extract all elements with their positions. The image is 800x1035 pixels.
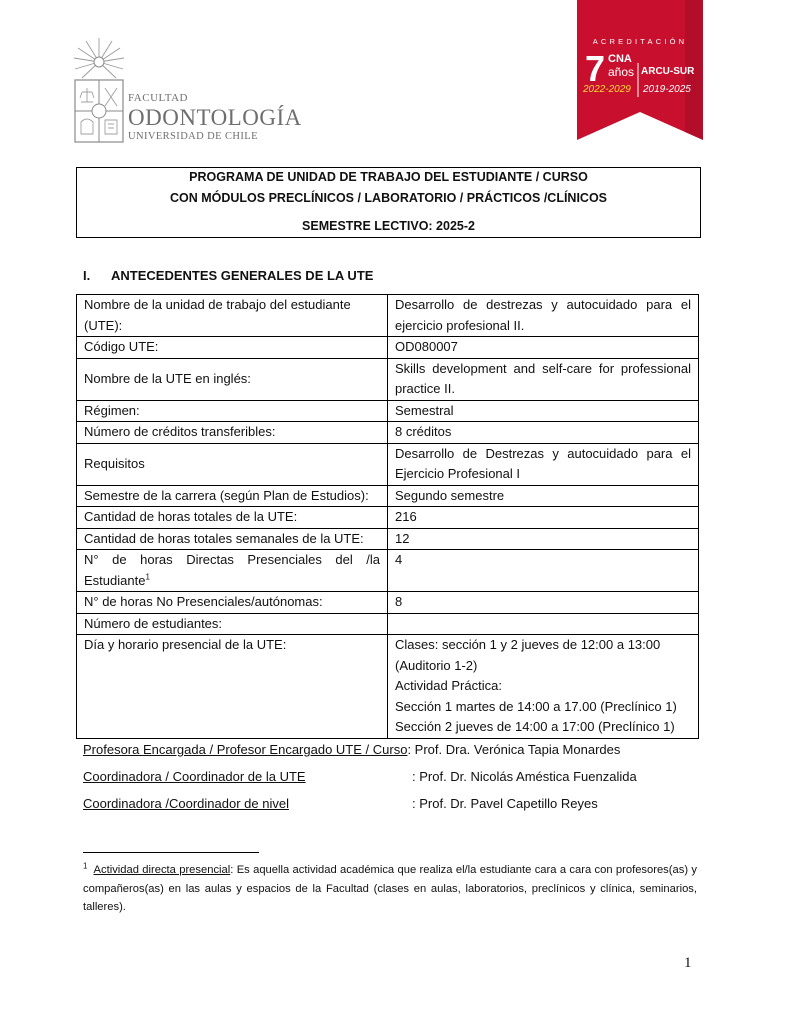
program-title-box <box>76 167 701 238</box>
badge-years-word: años <box>608 65 635 79</box>
staff-name: : Prof. Dr. Pavel Capetillo Reyes <box>412 796 598 811</box>
semester-title: SEMESTRE LECTIVO: 2025-2 <box>302 219 475 233</box>
staff-row-coordinator <box>83 769 637 784</box>
university-crest-icon <box>72 36 126 144</box>
table-row <box>77 592 699 614</box>
logo-faculty-name: ODONTOLOGÍA <box>128 105 302 130</box>
schedule-line: Actividad Práctica: <box>395 678 502 693</box>
faculty-logo <box>72 36 302 148</box>
schedule-line: Sección 2 jueves de 14:00 a 17:00 (Preclínico 1) <box>395 719 675 734</box>
badge-years-number: 7 <box>585 48 606 89</box>
staff-role: Coordinadora /Coordinador de nivel <box>83 796 289 811</box>
table-row <box>77 337 699 359</box>
row-label: Requisitos <box>77 443 388 485</box>
table-row <box>77 295 699 337</box>
row-label: Número de estudiantes: <box>77 613 388 635</box>
row-label-text: N° de horas Directas Presenciales del /la Estudiante <box>84 552 380 588</box>
schedule-value <box>388 635 699 739</box>
table-row <box>77 422 699 444</box>
badge-arcu-period: 2019-2025 <box>643 84 691 95</box>
logo-faculty-text: FACULTAD <box>128 92 188 104</box>
row-label: Semestre de la carrera (según Plan de Estudios): <box>77 485 388 507</box>
general-info-table <box>76 294 699 739</box>
logo-university-text: UNIVERSIDAD DE CHILE <box>128 131 258 142</box>
row-value: Desarrollo de destrezas y autocuidado para el ejercicio profesional II. <box>388 295 699 337</box>
row-label <box>77 550 388 592</box>
logo-wordmark <box>128 93 302 143</box>
row-value: 4 <box>388 550 699 592</box>
staff-role: Coordinadora / Coordinador de la UTE <box>83 769 306 784</box>
row-value: Semestral <box>388 400 699 422</box>
schedule-line: (Auditorio 1-2) <box>395 657 478 673</box>
row-value: 216 <box>388 507 699 529</box>
section-heading <box>83 268 373 283</box>
footnote-term: Actividad directa presencial <box>93 864 231 876</box>
table-row <box>77 443 699 485</box>
table-row <box>77 485 699 507</box>
staff-role: Profesora Encargada / Profesor Encargado UTE / Curso <box>83 742 408 757</box>
table-row <box>77 550 699 592</box>
row-label: Día y horario presencial de la UTE: <box>77 635 388 739</box>
staff-row-level-coordinator <box>83 796 598 811</box>
row-value: 8 <box>388 592 699 614</box>
row-label: N° de horas No Presenciales/autónomas: <box>77 592 388 614</box>
table-row <box>77 507 699 529</box>
table-row <box>77 613 699 635</box>
row-value: 12 <box>388 528 699 550</box>
badge-agency: CNA <box>608 53 632 65</box>
row-value: 8 créditos <box>388 422 699 444</box>
row-label: Régimen: <box>77 400 388 422</box>
footnote <box>83 861 697 917</box>
accreditation-badge <box>577 0 703 140</box>
program-title-line-1: PROGRAMA DE UNIDAD DE TRABAJO DEL ESTUDIANTE / CURSO <box>189 170 588 184</box>
row-label: Número de créditos transferibles: <box>77 422 388 444</box>
staff-row-professor <box>83 742 620 757</box>
section-title: ANTECEDENTES GENERALES DE LA UTE <box>111 268 374 283</box>
table-row <box>77 528 699 550</box>
row-label: Cantidad de horas totales semanales de la UTE: <box>77 528 388 550</box>
program-title-line-2: CON MÓDULOS PRECLÍNICOS / LABORATORIO / PRÁCTICOS /CLÍNICOS <box>169 191 608 205</box>
footnote-marker: 1 <box>145 572 150 582</box>
row-value: Segundo semestre <box>388 485 699 507</box>
table-row <box>77 358 699 400</box>
badge-label: ACREDITACIÓN <box>592 37 688 46</box>
row-label: Código UTE: <box>77 337 388 359</box>
table-row <box>77 635 699 739</box>
row-value: Skills development and self-care for professional practice II. <box>388 358 699 400</box>
staff-name: : Prof. Dr. Nicolás Améstica Fuenzalida <box>412 769 637 784</box>
schedule-line: Sección 1 martes de 14:00 a 17.00 (Preclínico 1) <box>395 698 677 714</box>
staff-name: : Prof. Dra. Verónica Tapia Monardes <box>407 742 621 757</box>
row-label: Cantidad de horas totales de la UTE: <box>77 507 388 529</box>
badge-cna-period: 2022-2029 <box>583 84 631 95</box>
footnote-number: 1 <box>83 861 88 871</box>
row-value: Desarrollo de Destrezas y autocuidado para el Ejercicio Profesional I <box>388 443 699 485</box>
schedule-line: Clases: sección 1 y 2 jueves de 12:00 a 13:00 <box>395 637 661 652</box>
row-value: OD080007 <box>388 337 699 359</box>
footnote-text: : Es aquella actividad académica que realiza el/la estudiante cara a cara con profesores(as) y compañeros(as) en las aulas y espacios de la Facultad (clases en aulas, laboratorios, preclínicos y clínica, seminarios, talleres). <box>83 864 697 913</box>
section-number: I. <box>83 268 91 283</box>
row-label: Nombre de la unidad de trabajo del estudiante (UTE): <box>77 295 388 337</box>
badge-arcu: ARCU-SUR <box>641 66 695 77</box>
page-number: 1 <box>684 955 692 971</box>
row-value <box>388 613 699 635</box>
footnote-separator <box>83 852 259 853</box>
row-label: Nombre de la UTE en inglés: <box>77 358 388 400</box>
table-row <box>77 400 699 422</box>
